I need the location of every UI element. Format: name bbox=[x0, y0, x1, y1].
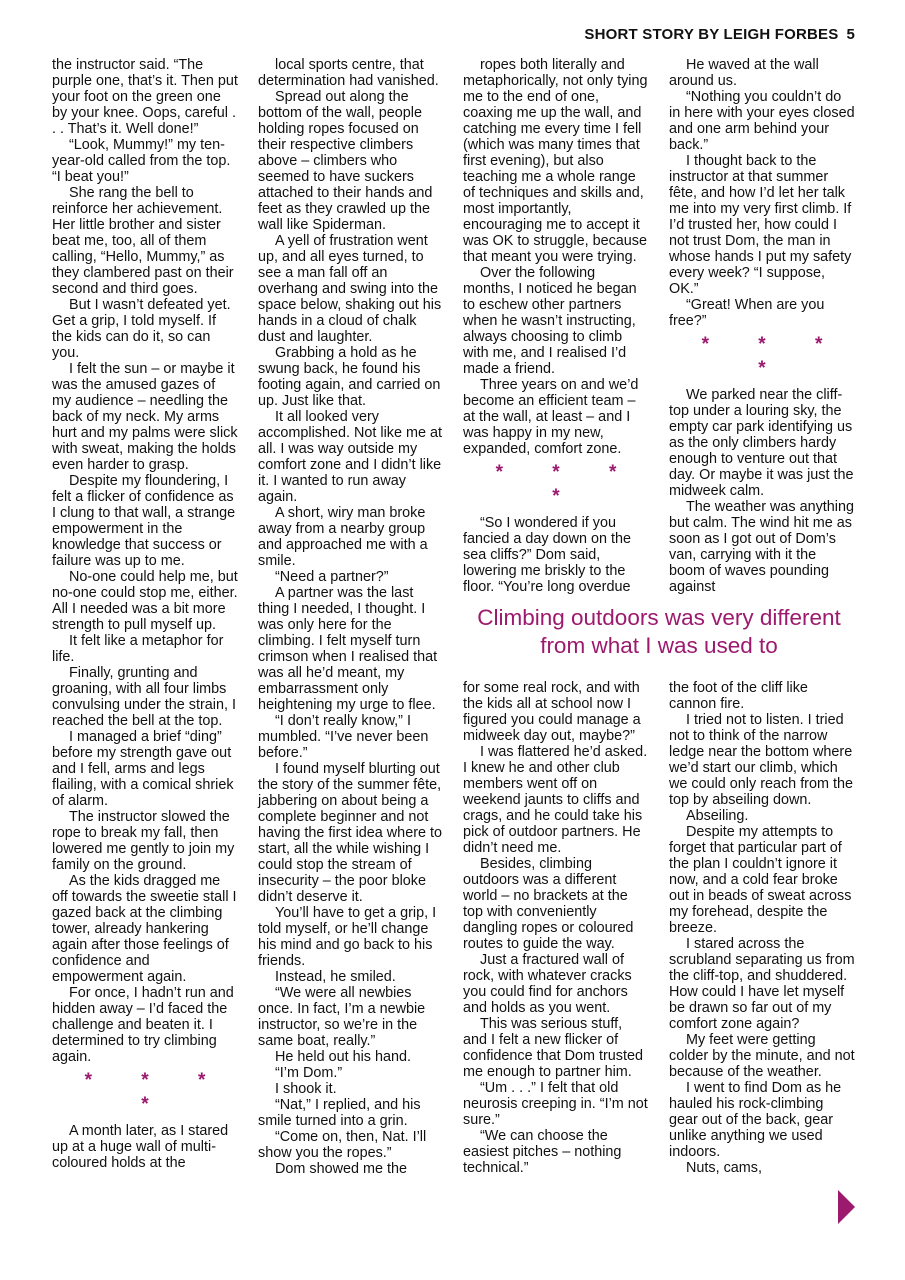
paragraph: Spread out along the bottom of the wall, people holding ropes focused on their respective climbers above – climbers who seemed to have suckers attached to their hands and feet as they crawled up the wall like Spiderman. bbox=[258, 89, 433, 233]
paragraph: Grabbing a hold as he swung back, he found his footing again, and carried on up. Just like that. bbox=[258, 345, 441, 409]
paragraph: It felt like a metaphor for life. bbox=[52, 633, 224, 665]
paragraph: “Nothing you couldn’t do in here with your eyes closed and one arm behind your back.” bbox=[669, 89, 855, 153]
paragraph-group bbox=[669, 387, 855, 595]
column-4-lower bbox=[669, 680, 855, 1176]
page-number: 5 bbox=[846, 26, 855, 43]
paragraph: Over the following months, I noticed he began to eschew other partners when he wasn’t instructing, always choosing to climb with me, and I realised I’d made a friend. bbox=[463, 265, 637, 377]
paragraph: for some real rock, and with the kids all at school now I figured you could manage a midweek day out, maybe?” bbox=[463, 680, 641, 744]
paragraph: You’ll have to get a grip, I told myself, or he’ll change his mind and go back to his friends. bbox=[258, 905, 437, 969]
paragraph: “We were all newbies once. In fact, I’m a newbie instructor, so we’re in the same boat, really.” bbox=[258, 985, 426, 1049]
paragraph: A short, wiry man broke away from a nearby group and approached me with a smile. bbox=[258, 505, 428, 569]
paragraph: No-one could help me, but no-one could stop me, either. All I needed was a bit more strength to pull myself up. bbox=[52, 569, 238, 633]
paragraph-group bbox=[669, 57, 855, 329]
paragraph: local sports centre, that determination had vanished. bbox=[258, 57, 439, 89]
section-break-stars: * * * * bbox=[701, 334, 845, 379]
paragraph-group bbox=[52, 57, 238, 1065]
paragraph: Abseiling. bbox=[686, 808, 749, 824]
paragraph: He held out his hand. bbox=[275, 1049, 412, 1065]
paragraph: “Great! When are you free?” bbox=[669, 297, 825, 329]
paragraph: I thought back to the instructor at that summer fête, and how I’d let her talk me into my very first climb. If I’d trusted her, how could I not trust Dom, the man in whose hands I put my safety every week? “I suppose, OK.” bbox=[669, 153, 852, 297]
paragraph: Just a fractured wall of rock, with whatever cracks you could find for anchors and holds as you went. bbox=[463, 952, 632, 1016]
paragraph: Nuts, cams, bbox=[686, 1160, 762, 1176]
paragraph: A month later, as I stared up at a huge wall of multi-coloured holds at the bbox=[52, 1123, 229, 1171]
paragraph-group bbox=[463, 680, 649, 1176]
paragraph: Despite my floundering, I felt a flicker of confidence as I clung to that wall, a strange empowerment in the knowledge that success or failure was up to me. bbox=[52, 473, 236, 569]
page-header bbox=[584, 26, 855, 43]
paragraph-group bbox=[463, 57, 649, 457]
column-3 bbox=[463, 57, 649, 595]
paragraph: “Um . . .” I felt that old neurosis creeping in. “I’m not sure.” bbox=[463, 1080, 648, 1128]
paragraph: The weather was anything but calm. The wind hit me as soon as I got out of Dom’s van, carrying with it the boom of waves pounding against bbox=[669, 499, 854, 595]
paragraph: I managed a brief “ding” before my strength gave out and I fell, arms and legs flailing, with a comical shriek of alarm. bbox=[52, 729, 234, 809]
paragraph: I went to find Dom as he hauled his rock-climbing gear out of the back, gear unlike anything we used indoors. bbox=[669, 1080, 842, 1160]
paragraph: She rang the bell to reinforce her achievement. Her little brother and sister beat me, too, all of them calling, “Hello, Mummy,” as they clambered past on their second and third goes. bbox=[52, 185, 234, 297]
paragraph: Besides, climbing outdoors was a different world – no brackets at the top with conveniently dangling ropes or coloured routes to guide the way. bbox=[463, 856, 634, 952]
column-1 bbox=[52, 57, 238, 1171]
section-break-stars: * * * * bbox=[495, 462, 639, 507]
paragraph: The instructor slowed the rope to break my fall, then lowered me gently to join my family on the ground. bbox=[52, 809, 235, 873]
column-2 bbox=[258, 57, 444, 1177]
paragraph: Dom showed me the bbox=[275, 1161, 407, 1177]
paragraph: “I’m Dom.” bbox=[275, 1065, 343, 1081]
paragraph-group bbox=[52, 1123, 238, 1171]
paragraph: For once, I hadn’t run and hidden away – I’d faced the challenge and beaten it. I determined to try climbing again. bbox=[52, 985, 234, 1065]
column-4 bbox=[669, 57, 855, 595]
paragraph-group bbox=[669, 680, 855, 1176]
paragraph: I shook it. bbox=[275, 1081, 337, 1097]
paragraph: “Need a partner?” bbox=[275, 569, 389, 585]
paragraph: A yell of frustration went up, and all eyes turned, to see a man fall off an overhang and swing into the space below, shaking out his hands in a cloud of chalk dust and laughter. bbox=[258, 233, 442, 345]
paragraph: I stared across the scrubland separating us from the cliff-top, and shuddered. How could I have let myself be drawn so far out of my comfort zone again? bbox=[669, 936, 855, 1032]
paragraph-group bbox=[258, 57, 444, 1177]
paragraph: ropes both literally and metaphorically, not only tying me to the end of one, coaxing me up the wall, and catching me every time I fell (which was many times that first evening), but also teaching me a whole range of techniques and skills and, most importantly, encouraging me to accept it was OK to struggle, because that meant you were trying. bbox=[463, 57, 648, 265]
paragraph: “We can choose the easiest pitches – nothing technical.” bbox=[463, 1128, 622, 1176]
paragraph: I tried not to listen. I tried not to think of the narrow ledge near the bottom where we’d start our climb, which we could only reach from the top by abseiling down. bbox=[669, 712, 853, 808]
paragraph: “I don’t really know,” I mumbled. “I’ve never been before.” bbox=[258, 713, 429, 761]
paragraph: Three years on and we’d become an efficient team – at the wall, at least – and I was happy in my new, expanded, comfort zone. bbox=[463, 377, 639, 457]
triangle-right-icon bbox=[838, 1190, 855, 1224]
paragraph: As the kids dragged me off towards the sweetie stall I gazed back at the climbing tower, already hankering again after those feelings of confidence and empowerment again. bbox=[52, 873, 237, 985]
paragraph: We parked near the cliff-top under a louring sky, the empty car park identifying us as the only climbers hardy enough to venture out that day. Or maybe it was just the midweek calm. bbox=[669, 387, 854, 499]
paragraph: I found myself blurting out the story of the summer fête, jabbering on about being a complete beginner and not having the first idea where to start, all the while wishing I could stop the stream of insecurity – the poor bloke didn’t deserve it. bbox=[258, 761, 442, 905]
running-title: SHORT STORY BY LEIGH FORBES bbox=[584, 26, 839, 43]
section-break-stars: * * * * bbox=[84, 1070, 228, 1115]
column-3-lower bbox=[463, 680, 649, 1176]
paragraph: Instead, he smiled. bbox=[275, 969, 396, 985]
paragraph: the instructor said. “The purple one, that’s it. Then put your foot on the green one by your knee. Oops, careful . . . That’s it. Well done!” bbox=[52, 57, 238, 137]
paragraph: the foot of the cliff like cannon fire. bbox=[669, 680, 808, 712]
paragraph: My feet were getting colder by the minute, and not because of the weather. bbox=[669, 1032, 855, 1080]
paragraph: Despite my attempts to forget that particular part of the plan I couldn’t ignore it now, and a cold fear broke out in beads of sweat across my forehead, despite the breeze. bbox=[669, 824, 852, 936]
paragraph: I felt the sun – or maybe it was the amused gazes of my audience – needling the back of my neck. My arms hurt and my palms were slick with sweat, making the holds even harder to grasp. bbox=[52, 361, 238, 473]
paragraph: It all looked very accomplished. Not like me at all. I was way outside my comfort zone and I didn’t like it. I wanted to run away again. bbox=[258, 409, 442, 505]
paragraph: But I wasn’t defeated yet. Get a grip, I told myself. If the kids can do it, so can you. bbox=[52, 297, 231, 361]
paragraph: A partner was the last thing I needed, I thought. I was only here for the climbing. I felt myself turn crimson when I realised that was all he’d meant, my embarrassment only heightening my urge to flee. bbox=[258, 585, 438, 713]
paragraph-group bbox=[463, 515, 649, 595]
paragraph: “So I wondered if you fancied a day down on the sea cliffs?” Dom said, lowering me briskly to the floor. “You’re long overdue bbox=[463, 515, 632, 595]
paragraph: I was flattered he’d asked. I knew he and other club members went off on weekend jaunts to cliffs and crags, and he could take his pick of outdoor partners. He didn’t need me. bbox=[463, 744, 648, 856]
paragraph: This was serious stuff, and I felt a new flicker of confidence that Dom trusted me enough to partner him. bbox=[463, 1016, 643, 1080]
paragraph: He waved at the wall around us. bbox=[669, 57, 819, 89]
paragraph: Finally, grunting and groaning, with all four limbs convulsing under the strain, I reached the bell at the top. bbox=[52, 665, 236, 729]
paragraph: “Nat,” I replied, and his smile turned into a grin. bbox=[258, 1097, 421, 1129]
paragraph: “Come on, then, Nat. I’ll show you the ropes.” bbox=[258, 1129, 427, 1161]
pull-quote: Climbing outdoors was very different from what I was used to bbox=[477, 605, 841, 658]
paragraph: “Look, Mummy!” my ten-year-old called from the top. “I beat you!” bbox=[52, 137, 231, 185]
